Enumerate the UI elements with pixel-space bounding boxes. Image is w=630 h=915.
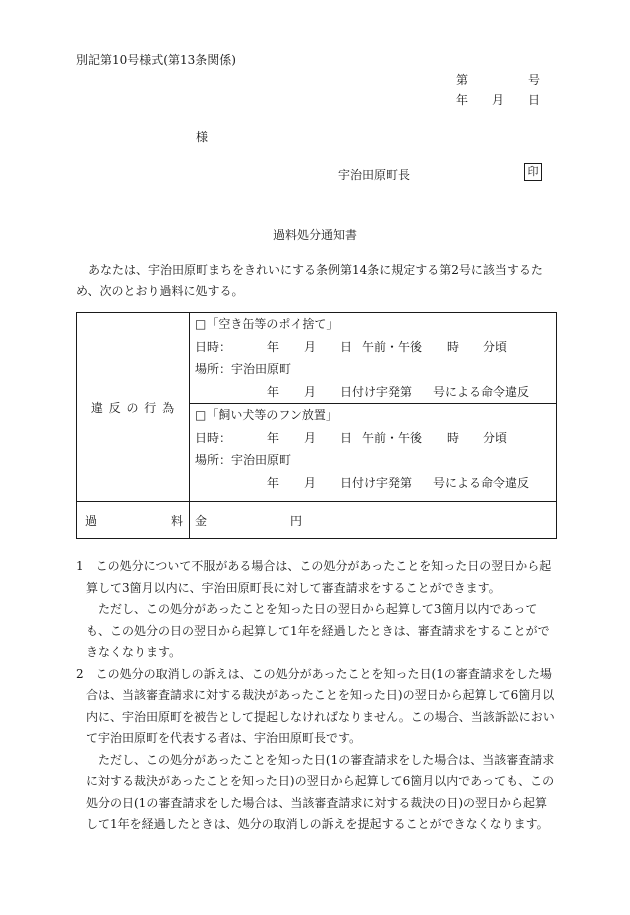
fine-value-prefix: 金 — [195, 514, 208, 528]
date-month: 月 — [492, 93, 505, 107]
datetime-day: 日 — [340, 430, 353, 445]
date-year: 年 — [456, 93, 469, 107]
doc-number-prefix: 第 — [456, 73, 469, 87]
doc-number-suffix: 号 — [528, 73, 541, 87]
seal-mark: 印 — [524, 163, 542, 181]
datetime-hour: 時 — [447, 339, 460, 354]
violation-block — [190, 313, 556, 404]
violation-order — [190, 381, 556, 405]
datetime-month: 月 — [304, 430, 317, 445]
violation-datetime — [190, 336, 556, 359]
form-number: 別記第10号様式(第13条関係) — [76, 53, 236, 67]
violation-datetime — [190, 427, 556, 450]
note-2-proviso: ただし、この処分があったことを知った日(1の審査請求をした場合は、当該審査請求に対する裁決があったことを知った日)の翌日から起算して6箇月以内であっても、この処分の日(1の審査請求をした場合は、当該審査請求に対する裁決の日)の翌日から起算して1年を経過したときは、処分の取消しの訴えを提起することができなくなります。 — [86, 752, 555, 831]
fine-label-end: 料 — [170, 514, 183, 528]
note-1: 1 この処分について不服がある場合は、この処分があったことを知った日の翌日から起算して3箇月以内に、宇治田原町長に対して審査請求をすることができます。 — [76, 559, 552, 595]
datetime-ampm: 午前・午後 — [362, 339, 423, 354]
fine-label-start: 過 — [85, 514, 98, 528]
violation-block — [190, 404, 556, 494]
datetime-month: 月 — [304, 339, 317, 354]
violation-place: 場所：宇治田原町 — [195, 362, 292, 376]
order-month: 月 — [304, 384, 317, 399]
order-year: 年 — [267, 384, 280, 399]
datetime-minute: 分頃 — [483, 339, 508, 354]
note-2: 2 この処分の取消しの訴えは、この処分があったことを知った日(1の審査請求をした場合は、当該審査請求に対する裁決があったことを知った日)の翌日から起算して6箇月以内に、宇治田原町を被告として提起しなければなりません。この場合、当該訴訟において宇治田原町を代表する者は、宇治田原町長です。 — [76, 666, 555, 745]
datetime-day: 日 — [340, 339, 353, 354]
order-text: 日付け宇発第 — [340, 384, 413, 399]
date-day: 日 — [528, 93, 541, 107]
violation-details-cell — [190, 313, 557, 502]
datetime-year: 年 — [267, 339, 280, 354]
addressee: 様 — [196, 130, 209, 144]
violation-order — [190, 472, 556, 495]
datetime-label: 日時： — [195, 430, 232, 445]
datetime-hour: 時 — [447, 430, 460, 445]
violation-label-cell — [77, 313, 190, 502]
intro-text: あなたは、宇治田原町まちをきれいにする条例第14条に規定する第2号に該当するため、次のとおり過料に処する。 — [76, 263, 543, 298]
order-year: 年 — [267, 475, 280, 490]
datetime-ampm: 午前・午後 — [362, 430, 423, 445]
violation-table — [76, 312, 557, 539]
datetime-label: 日時： — [195, 339, 232, 354]
order-month: 月 — [304, 475, 317, 490]
datetime-minute: 分頃 — [483, 430, 508, 445]
note-1-proviso: ただし、この処分があったことを知った日の翌日から起算して3箇月以内であっても、この処分の日の翌日から起算して1年を経過したときは、審査請求をすることができなくなります。 — [86, 602, 550, 659]
violation-heading: □「飼い犬等のフン放置」 — [195, 408, 338, 422]
fine-value-cell — [190, 502, 557, 539]
fine-label-cell — [77, 502, 190, 539]
order-text: 日付け宇発第 — [340, 475, 413, 490]
violation-heading: □「空き缶等のポイ捨て」 — [195, 317, 339, 331]
notes — [76, 556, 558, 836]
order-suffix: 号による命令違反 — [433, 475, 530, 490]
datetime-year: 年 — [267, 430, 280, 445]
violation-label: 違 反 の 行 為 — [90, 400, 176, 415]
order-suffix: 号による命令違反 — [433, 384, 530, 399]
violation-place: 場所：宇治田原町 — [195, 453, 292, 467]
document-title: 過料処分通知書 — [272, 228, 357, 242]
issuer: 宇治田原町長 — [338, 168, 411, 182]
fine-value-unit: 円 — [290, 514, 303, 528]
